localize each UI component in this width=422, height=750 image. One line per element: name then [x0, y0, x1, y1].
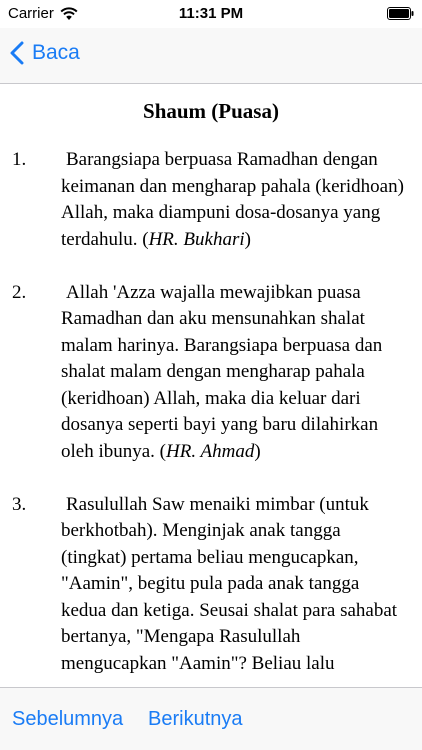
status-bar [0, 0, 422, 28]
hadith-item [0, 492, 422, 678]
hadith-body: Allah 'Azza wajalla mewajibkan puasa Ramadhan dan aku mensunahkan shalat malam harinya. Barangsiapa berpuasa dan shalat malam dengan mengharap pahala (keridhoan) Allah, maka dia keluar dari dosanya seperti bayi yang baru dilahirkan oleh ibunya. ( [61, 281, 383, 462]
hadith-list [0, 147, 422, 687]
status-time: 11:31 PM [178, 5, 244, 22]
hadith-body: Rasulullah Saw menaiki mimbar (untuk berkhotbah). Menginjak anak tangga (tingkat) pertama beliau mengucapkan, "Aamin", begitu pula pada anak tangga kedua dan ketiga. Seusai shalat para sahabat bertanya, "Mengapa Rasulullah mengucapkan "Aamin"? Beliau lalu [61, 493, 398, 674]
bottom-toolbar [0, 687, 422, 750]
hadith-item [0, 280, 422, 466]
back-button-label: Baca [32, 41, 80, 64]
next-button[interactable]: Berikutnya [148, 708, 243, 730]
hadith-text [61, 147, 406, 253]
article-title: Shaum (Puasa) [143, 99, 279, 123]
hadith-source: HR. Ahmad [166, 440, 255, 462]
hadith-item [0, 147, 422, 253]
hadith-number: 1. [12, 149, 27, 170]
hadith-number: 2. [12, 281, 27, 303]
hadith-source-close: ) [244, 228, 251, 250]
back-button[interactable] [10, 41, 80, 65]
hadith-text [61, 492, 406, 678]
carrier-label: Carrier [8, 5, 54, 22]
navigation-bar [0, 28, 422, 84]
hadith-body: Barangsiapa berpuasa Ramadhan dengan keimanan dan mengharap pahala (keridhoan) Allah, maka diampuni dosa-dosanya yang terdahulu. ( [61, 149, 404, 250]
hadith-text [61, 280, 406, 466]
previous-button[interactable]: Sebelumnya [12, 708, 124, 730]
chevron-left-icon [10, 41, 24, 65]
hadith-source-close: ) [254, 440, 261, 462]
battery-icon [387, 7, 414, 20]
article-content[interactable] [0, 84, 422, 687]
hadith-source: HR. Bukhari [148, 228, 245, 250]
hadith-number: 3. [12, 493, 27, 515]
